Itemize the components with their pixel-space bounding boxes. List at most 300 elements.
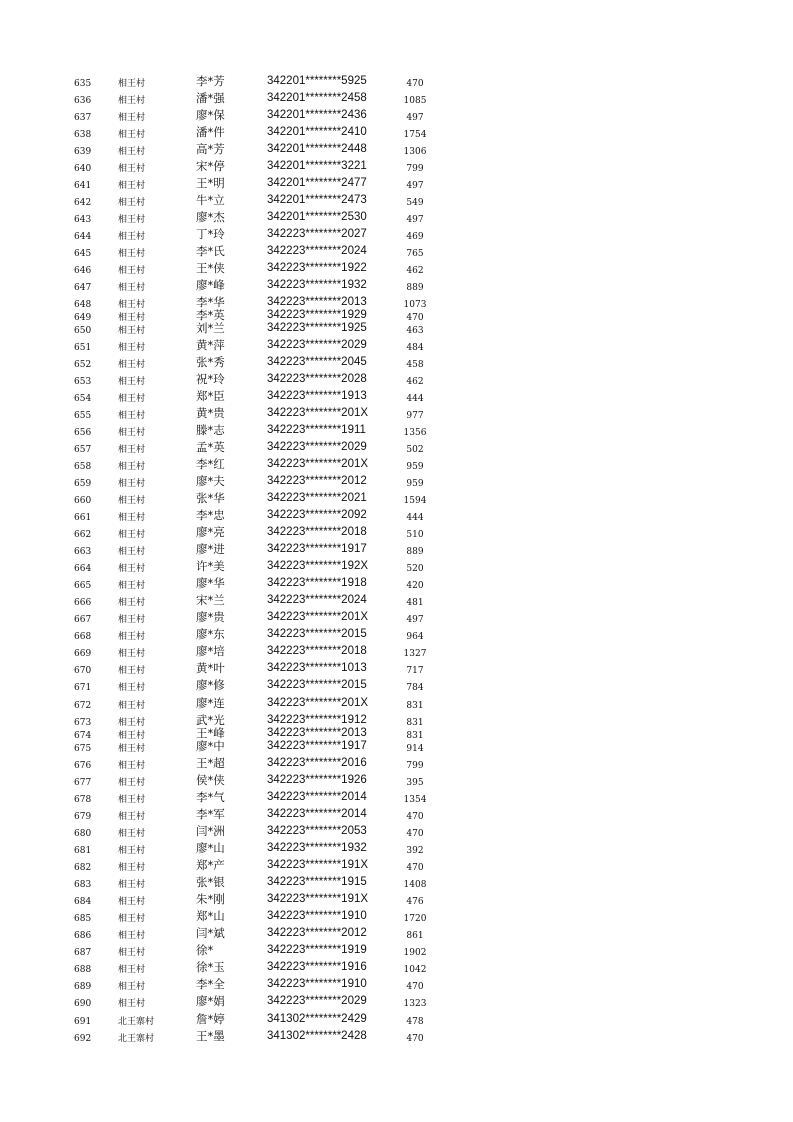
village-name: 相王村: [118, 598, 146, 608]
amount-value: 497: [406, 615, 424, 625]
amount-value: 549: [406, 198, 424, 208]
id-number: 342223********2024: [267, 594, 367, 606]
table-row: [0, 611, 793, 625]
village-name: 相王村: [118, 313, 146, 323]
person-name: 廖*培: [196, 644, 225, 658]
village-name: 相王村: [118, 530, 146, 540]
id-number: 342201********2458: [267, 92, 367, 104]
amount-value: 831: [406, 731, 424, 741]
amount-value: 1042: [403, 965, 427, 975]
amount-value: 799: [406, 164, 424, 174]
row-number: 690: [74, 999, 92, 1009]
table-row: [0, 211, 793, 225]
row-number: 691: [74, 1017, 92, 1027]
amount-value: 462: [406, 377, 424, 387]
table-row: [0, 679, 793, 693]
id-number: 342223********1013: [267, 662, 367, 674]
village-name: 相王村: [118, 428, 146, 438]
village-name: 相王村: [118, 649, 146, 659]
amount-value: 964: [406, 632, 424, 642]
row-number: 656: [74, 428, 92, 438]
id-number: 342223********2029: [267, 995, 367, 1007]
village-name: 相王村: [118, 513, 146, 523]
id-number: 341302********2428: [267, 1030, 367, 1042]
id-number: 342223********2018: [267, 526, 367, 538]
person-name: 宋*停: [196, 159, 225, 173]
person-name: 张*秀: [196, 355, 225, 369]
table-row: [0, 407, 793, 421]
id-number: 342223********1922: [267, 262, 367, 274]
village-name: 相王村: [118, 377, 146, 387]
village-name: 相王村: [118, 232, 146, 242]
row-number: 652: [74, 360, 92, 370]
person-name: 李*军: [196, 807, 225, 821]
row-number: 683: [74, 880, 92, 890]
id-number: 342223********1911: [267, 424, 366, 436]
row-number: 647: [74, 283, 92, 293]
row-number: 653: [74, 377, 92, 387]
row-number: 671: [74, 683, 92, 693]
amount-value: 959: [406, 479, 424, 489]
person-name: 许*美: [196, 559, 225, 573]
table-row: [0, 714, 793, 728]
id-number: 342223********201X: [267, 407, 369, 419]
table-row: [0, 126, 793, 140]
person-name: 郑*山: [196, 909, 225, 923]
row-number: 685: [74, 914, 92, 924]
table-row: [0, 458, 793, 472]
row-number: 682: [74, 863, 92, 873]
person-name: 詹*婷: [196, 1012, 225, 1026]
village-name: 相王村: [118, 411, 146, 421]
amount-value: 1323: [403, 999, 427, 1009]
person-name: 郑*产: [196, 858, 225, 872]
village-name: 相王村: [118, 581, 146, 591]
id-number: 342223********2021: [267, 492, 367, 504]
person-name: 宋*兰: [196, 593, 225, 607]
id-number: 342201********2477: [267, 177, 367, 189]
row-number: 646: [74, 266, 92, 276]
person-name: 牛*立: [196, 193, 225, 207]
row-number: 677: [74, 778, 92, 788]
village-name: 相王村: [118, 198, 146, 208]
village-name: 相王村: [118, 701, 146, 711]
table-row: [0, 309, 793, 323]
id-number: 341302********2429: [267, 1013, 367, 1025]
row-number: 638: [74, 130, 92, 140]
person-name: 廖*进: [196, 542, 225, 556]
row-number: 650: [74, 326, 92, 336]
id-number: 342223********1918: [267, 577, 367, 589]
id-number: 342223********2013: [267, 296, 367, 308]
village-name: 相王村: [118, 266, 146, 276]
village-name: 相王村: [118, 615, 146, 625]
table-row: [0, 927, 793, 941]
id-number: 342223********2045: [267, 356, 367, 368]
person-name: 丁*玲: [196, 227, 225, 241]
id-number: 342223********2016: [267, 757, 367, 769]
amount-value: 470: [406, 1034, 424, 1044]
table-row: [0, 143, 793, 157]
row-number: 673: [74, 718, 92, 728]
village-name: 相王村: [118, 283, 146, 293]
amount-value: 444: [406, 394, 424, 404]
table-row: [0, 876, 793, 890]
table-row: [0, 774, 793, 788]
person-name: 闫*洲: [196, 824, 225, 838]
table-row: [0, 492, 793, 506]
person-name: 廖*华: [196, 576, 225, 590]
row-number: 641: [74, 181, 92, 191]
person-name: 李*全: [196, 977, 225, 991]
row-number: 651: [74, 343, 92, 353]
table-row: [0, 859, 793, 873]
person-name: 孟*英: [196, 440, 225, 454]
table-row: [0, 697, 793, 711]
village-name: 相王村: [118, 394, 146, 404]
table-row: [0, 177, 793, 191]
table-row: [0, 628, 793, 642]
row-number: 684: [74, 897, 92, 907]
id-number: 342223********1919: [267, 944, 367, 956]
id-number: 342223********1925: [267, 322, 367, 334]
table-row: [0, 339, 793, 353]
amount-value: 799: [406, 761, 424, 771]
row-number: 669: [74, 649, 92, 659]
table-row: [0, 910, 793, 924]
person-name: 徐*玉: [196, 960, 225, 974]
row-number: 686: [74, 931, 92, 941]
row-number: 670: [74, 666, 92, 676]
village-name: 相王村: [118, 795, 146, 805]
table-row: [0, 727, 793, 741]
person-name: 廖*夫: [196, 474, 225, 488]
person-name: 高*芳: [196, 142, 225, 156]
id-number: 342201********2448: [267, 143, 367, 155]
village-name: 相王村: [118, 718, 146, 728]
person-name: 王*侠: [196, 261, 225, 275]
id-number: 342201********2530: [267, 211, 367, 223]
amount-value: 470: [406, 863, 424, 873]
table-row: [0, 577, 793, 591]
id-number: 342223********1912: [267, 714, 367, 726]
id-number: 342223********1917: [267, 740, 367, 752]
table-row: [0, 109, 793, 123]
table-row: [0, 791, 793, 805]
amount-value: 478: [406, 1017, 424, 1027]
village-name: 相王村: [118, 863, 146, 873]
table-row: [0, 356, 793, 370]
id-number: 342223********1915: [267, 876, 367, 888]
person-name: 李*英: [196, 308, 225, 322]
id-number: 342223********1910: [267, 910, 367, 922]
row-number: 643: [74, 215, 92, 225]
id-number: 342201********5925: [267, 75, 367, 87]
person-name: 廖*中: [196, 739, 225, 753]
village-name: 相王村: [118, 731, 146, 741]
village-name: 相王村: [118, 931, 146, 941]
village-name: 相王村: [118, 914, 146, 924]
table-row: [0, 740, 793, 754]
row-number: 648: [74, 300, 92, 310]
village-name: 相王村: [118, 79, 146, 89]
row-number: 658: [74, 462, 92, 472]
village-name: 相王村: [118, 113, 146, 123]
row-number: 672: [74, 701, 92, 711]
village-name: 北王寨村: [118, 1034, 155, 1044]
id-number: 342223********2014: [267, 791, 367, 803]
person-name: 张*华: [196, 491, 225, 505]
village-name: 相王村: [118, 897, 146, 907]
village-name: 相王村: [118, 846, 146, 856]
amount-value: 1073: [403, 300, 427, 310]
table-row: [0, 662, 793, 676]
id-number: 342223********2015: [267, 679, 367, 691]
village-name: 相王村: [118, 462, 146, 472]
id-number: 342223********1926: [267, 774, 367, 786]
row-number: 637: [74, 113, 92, 123]
village-name: 相王村: [118, 360, 146, 370]
id-number: 342223********1929: [267, 309, 367, 321]
person-name: 闫*斌: [196, 926, 225, 940]
amount-value: 462: [406, 266, 424, 276]
person-name: 张*银: [196, 875, 225, 889]
table-row: [0, 543, 793, 557]
row-number: 649: [74, 313, 92, 323]
amount-value: 470: [406, 79, 424, 89]
person-name: 李*华: [196, 295, 225, 309]
row-number: 688: [74, 965, 92, 975]
table-row: [0, 825, 793, 839]
row-number: 665: [74, 581, 92, 591]
id-number: 342223********201X: [267, 611, 369, 623]
person-name: 滕*志: [196, 423, 225, 437]
table-row: [0, 373, 793, 387]
id-number: 342223********2015: [267, 628, 367, 640]
person-name: 李*红: [196, 457, 225, 471]
amount-value: 520: [406, 564, 424, 574]
amount-value: 395: [406, 778, 424, 788]
person-name: 武*光: [196, 713, 225, 727]
amount-value: 420: [406, 581, 424, 591]
amount-value: 784: [406, 683, 424, 693]
village-name: 相王村: [118, 948, 146, 958]
village-name: 相王村: [118, 181, 146, 191]
village-name: 相王村: [118, 982, 146, 992]
amount-value: 481: [406, 598, 424, 608]
village-name: 相王村: [118, 547, 146, 557]
village-name: 相王村: [118, 965, 146, 975]
id-number: 342223********1932: [267, 279, 367, 291]
amount-value: 469: [406, 232, 424, 242]
id-number: 342201********2436: [267, 109, 367, 121]
person-name: 朱*刚: [196, 892, 225, 906]
id-number: 342223********1916: [267, 961, 367, 973]
amount-value: 717: [406, 666, 424, 676]
row-number: 645: [74, 249, 92, 259]
row-number: 644: [74, 232, 92, 242]
person-name: 李*气: [196, 790, 225, 804]
id-number: 342201********2410: [267, 126, 367, 138]
village-name: 北王寨村: [118, 1017, 155, 1027]
id-number: 342223********2029: [267, 339, 367, 351]
row-number: 661: [74, 513, 92, 523]
id-number: 342223********192X: [267, 560, 369, 572]
amount-value: 1085: [403, 96, 427, 106]
row-number: 660: [74, 496, 92, 506]
village-name: 相王村: [118, 829, 146, 839]
amount-value: 458: [406, 360, 424, 370]
amount-value: 831: [406, 718, 424, 728]
id-number: 342223********2012: [267, 927, 367, 939]
table-row: [0, 160, 793, 174]
id-number: 342223********1913: [267, 390, 367, 402]
row-number: 675: [74, 744, 92, 754]
table-row: [0, 594, 793, 608]
id-number: 342223********191X: [267, 893, 369, 905]
id-number: 342223********201X: [267, 697, 369, 709]
amount-value: 977: [406, 411, 424, 421]
row-number: 640: [74, 164, 92, 174]
person-name: 廖*杰: [196, 210, 225, 224]
person-name: 廖*山: [196, 841, 225, 855]
person-name: 黄*贵: [196, 406, 225, 420]
person-name: 王*墨: [196, 1029, 225, 1043]
person-name: 郑*臣: [196, 389, 225, 403]
person-name: 廖*峰: [196, 278, 225, 292]
amount-value: 1354: [403, 795, 427, 805]
village-name: 相王村: [118, 249, 146, 259]
person-name: 李*忠: [196, 508, 225, 522]
row-number: 659: [74, 479, 92, 489]
table-row: [0, 441, 793, 455]
person-name: 廖*亮: [196, 525, 225, 539]
village-name: 相王村: [118, 880, 146, 890]
amount-value: 1327: [403, 649, 427, 659]
id-number: 342223********2014: [267, 808, 367, 820]
amount-value: 1356: [403, 428, 427, 438]
table-row: [0, 509, 793, 523]
village-name: 相王村: [118, 632, 146, 642]
person-name: 廖*修: [196, 678, 225, 692]
amount-value: 470: [406, 982, 424, 992]
amount-value: 502: [406, 445, 424, 455]
table-row: [0, 390, 793, 404]
table-row: [0, 75, 793, 89]
village-name: 相王村: [118, 326, 146, 336]
table-row: [0, 526, 793, 540]
table-row: [0, 262, 793, 276]
person-name: 廖*娟: [196, 994, 225, 1008]
person-name: 廖*贵: [196, 610, 225, 624]
row-number: 654: [74, 394, 92, 404]
village-name: 相王村: [118, 496, 146, 506]
amount-value: 470: [406, 829, 424, 839]
person-name: 潘*强: [196, 91, 225, 105]
table-row: [0, 296, 793, 310]
village-name: 相王村: [118, 761, 146, 771]
person-name: 侯*侠: [196, 773, 225, 787]
id-number: 342223********2013: [267, 727, 367, 739]
row-number: 666: [74, 598, 92, 608]
row-number: 663: [74, 547, 92, 557]
person-name: 黄*萍: [196, 338, 225, 352]
row-number: 635: [74, 79, 92, 89]
table-row: [0, 842, 793, 856]
table-row: [0, 228, 793, 242]
id-number: 342223********2027: [267, 228, 367, 240]
table-row: [0, 194, 793, 208]
table-row: [0, 757, 793, 771]
table-row: [0, 279, 793, 293]
row-number: 680: [74, 829, 92, 839]
amount-value: 889: [406, 547, 424, 557]
amount-value: 889: [406, 283, 424, 293]
row-number: 668: [74, 632, 92, 642]
amount-value: 444: [406, 513, 424, 523]
id-number: 342201********2473: [267, 194, 367, 206]
amount-value: 497: [406, 181, 424, 191]
village-name: 相王村: [118, 343, 146, 353]
row-number: 678: [74, 795, 92, 805]
village-name: 相王村: [118, 96, 146, 106]
person-name: 廖*东: [196, 627, 225, 641]
id-number: 342223********2053: [267, 825, 367, 837]
amount-value: 1754: [403, 130, 427, 140]
table-row: [0, 475, 793, 489]
village-name: 相王村: [118, 744, 146, 754]
amount-value: 497: [406, 215, 424, 225]
village-name: 相王村: [118, 130, 146, 140]
id-number: 342223********2012: [267, 475, 367, 487]
amount-value: 476: [406, 897, 424, 907]
village-name: 相王村: [118, 215, 146, 225]
row-number: 689: [74, 982, 92, 992]
village-name: 相王村: [118, 445, 146, 455]
amount-value: 1720: [403, 914, 427, 924]
row-number: 667: [74, 615, 92, 625]
row-number: 662: [74, 530, 92, 540]
amount-value: 497: [406, 113, 424, 123]
id-number: 342223********2029: [267, 441, 367, 453]
amount-value: 470: [406, 313, 424, 323]
row-number: 676: [74, 761, 92, 771]
village-name: 相王村: [118, 683, 146, 693]
table-row: [0, 1030, 793, 1044]
person-name: 刘*兰: [196, 321, 225, 335]
table-row: [0, 961, 793, 975]
table-row: [0, 645, 793, 659]
table-row: [0, 424, 793, 438]
id-number: 342223********1932: [267, 842, 367, 854]
id-number: 342201********3221: [267, 160, 367, 172]
person-name: 廖*保: [196, 108, 225, 122]
amount-value: 1902: [403, 948, 427, 958]
table-row: [0, 944, 793, 958]
amount-value: 861: [406, 931, 424, 941]
table-row: [0, 322, 793, 336]
village-name: 相王村: [118, 999, 146, 1009]
row-number: 655: [74, 411, 92, 421]
id-number: 342223********2024: [267, 245, 367, 257]
amount-value: 959: [406, 462, 424, 472]
person-name: 李*芳: [196, 74, 225, 88]
row-number: 639: [74, 147, 92, 157]
amount-value: 470: [406, 812, 424, 822]
person-name: 徐*: [196, 943, 214, 957]
id-number: 342223********2092: [267, 509, 367, 521]
row-number: 642: [74, 198, 92, 208]
